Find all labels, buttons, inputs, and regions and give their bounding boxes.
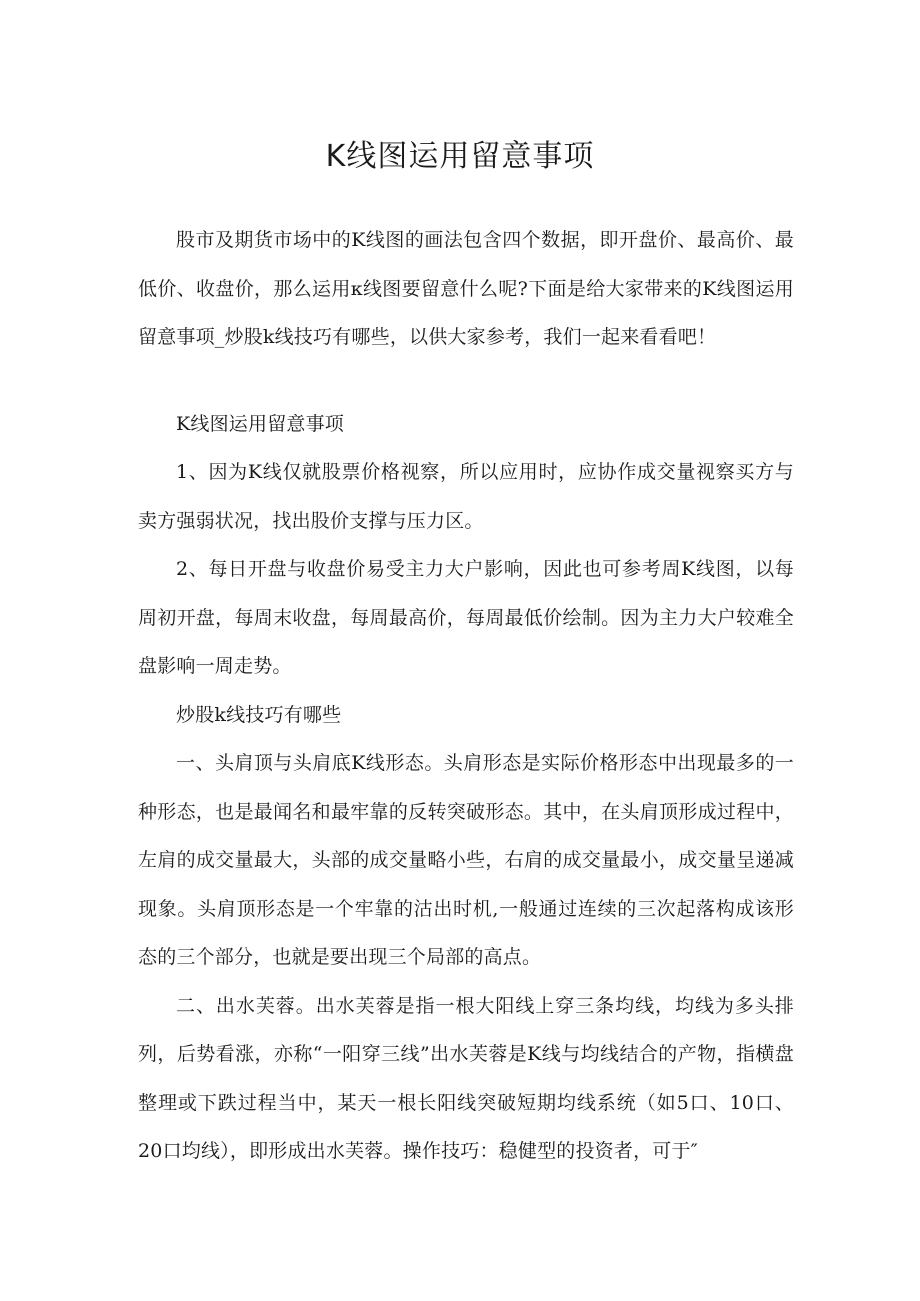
tip-lotus-out-of-water: 二、出水芙蓉。出水芙蓉是指一根大阳线上穿三条均线，均线为多头排列，后势看涨，亦称“一阳穿三线”出水芙蓉是K线与均线结合的产物，指横盘整理或下跌过程当中，某天一根长阳线突破短期均线系统（如5口、10口、20口均线），即形成出水芙蓉。操作技巧：稳健型的投资者，可于″ <box>138 994 794 1162</box>
notes-item-2: 2、每日开盘与收盘价易受主力大户影响，因此也可参考周K线图，以每周初开盘，每周末收盘，每周最高价，每周最低价绘制。因为主力大户较难全盘影响一周走势。 <box>138 558 794 677</box>
tip-head-and-shoulders: 一、头肩顶与头肩底K线形态。头肩形态是实际价格形态中出现最多的一种形态，也是最闻名和最牢靠的反转突破形态。其中，在头肩顶形成过程中，左肩的成交量最大，头部的成交量略小些，右肩的成交量最小，成交量呈递减现象。头肩顶形态是一个牢靠的沽出时机,一般通过连续的三次起落构成该形态的三个部分，也就是要出现三个局部的高点。 <box>138 752 794 968</box>
section-heading-notes: K线图运用留意事项 <box>176 412 344 435</box>
document-body <box>138 216 794 1176</box>
intro-paragraph: 股市及期货市场中的K线图的画法包含四个数据，即开盘价、最高价、最低价、收盘价，那么运用κ线图要留意什么呢?下面是给大家带来的K线图运用留意事项_炒股k线技巧有哪些，以供大家参考，我们一起来看看吧！ <box>138 229 794 348</box>
document-title: K线图运用留意事项 <box>325 139 595 174</box>
notes-item-1: 1、因为K线仅就股票价格视察，所以应用时，应协作成交量视察买方与卖方强弱状况，找出股价支撑与压力区。 <box>138 461 794 532</box>
section-heading-tips: 炒股k线技巧有哪些 <box>176 703 342 726</box>
